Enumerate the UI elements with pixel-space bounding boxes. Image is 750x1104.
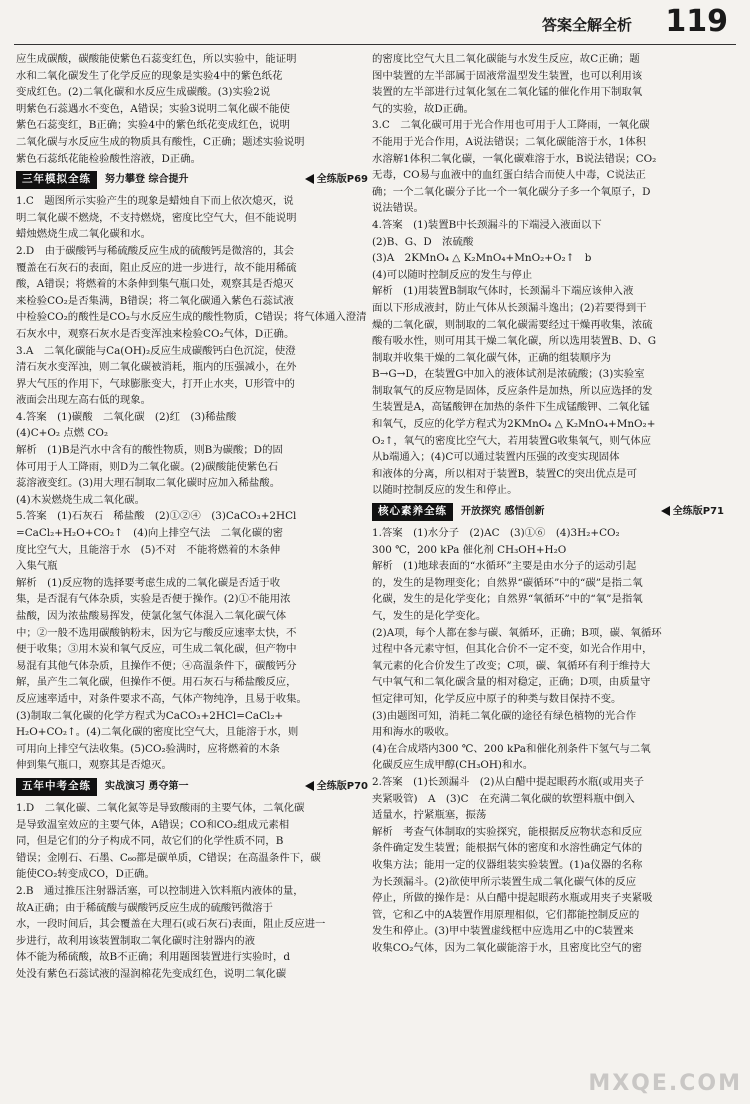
- text-line: 明紫色石蕊遇水不变色，A错误；实验3说明二氧化碳不能使: [16, 102, 290, 115]
- text-line: 从b端通入；(4)C可以通过装置内压强的改变实现固体: [372, 451, 620, 464]
- text-line: 1.答案 (1)水分子 (2)AC (3)①⑥ (4)3H₂+CO₂: [372, 527, 620, 540]
- text-line: 应生成碳酸，碳酸能使紫色石蕊变红色，所以实验中，能证明: [16, 53, 297, 65]
- text-line: 紫色石蕊纸花能检验酸性溶液，D正确。: [16, 152, 201, 165]
- text-line: 4.答案 (1)碳酸 二氧化碳 (2)红 (3)稀盐酸: [16, 410, 237, 423]
- text-line: 气的实验，故D正确。: [372, 102, 474, 115]
- text-line: 便于收集；③用木炭和氧气反应，可生成二氧化碳，但产物中: [16, 643, 297, 656]
- text-line: (3)由题图可知，消耗二氧化碳的途径有绿色植物的光合作: [372, 709, 637, 722]
- text-line: 错误；金刚石、石墨、C₆₀都是碳单质，C错误；在高温条件下，碳: [16, 851, 321, 864]
- text-line: 处没有紫色石蕊试液的湿润棉花先变成红色，说明二氧化碳: [16, 967, 287, 980]
- text-line: (2)A项，每个人都在参与碳、氧循环，正确；B项，碳、氧循环: [372, 626, 662, 639]
- arrow-icon: [661, 506, 670, 516]
- right-column: [372, 52, 724, 957]
- text-line: 为长颈漏斗。(2)欲使甲所示装置生成二氧化碳气体的反应: [372, 875, 637, 888]
- text-line: 化碳，发生的是化学变化；自然界“氧循环”中的“氧”是指氧: [372, 593, 643, 606]
- text-line: 解析 考查气体制取的实验探究，能根据反应物状态和反应: [372, 825, 643, 838]
- text-line: 燥的二氧化碳，则制取的二氧化碳需要经过干燥再收集，浓硫: [372, 318, 653, 331]
- banner-subtitle: 努力攀登 综合提升: [105, 174, 189, 186]
- text-line: (3)制取二氧化碳的化学方程式为CaCO₃+2HCl=CaCl₂+: [16, 709, 284, 722]
- text-line: 水，一段时间后，其会覆盖在大理石(或石灰石)表面，阻止反应进一: [16, 918, 326, 931]
- text-line: H₂O+CO₂↑。(4)二氧化碳的密度比空气大，且能溶于水，则: [16, 726, 299, 739]
- text-line: 图中装置的左半部属于固液常温型发生装置，也可以利用该: [372, 69, 643, 82]
- text-line: 来检验CO₂是否集满，B错误；将二氧化碳通入紫色石蕊试液: [16, 294, 294, 307]
- text-line: 夹紧吸管) A (3)C 在充满二氧化碳的软塑料瓶中倒入: [372, 792, 635, 805]
- text-line: 清石灰水变浑浊，则二氧化碳被消耗，瓶内的压强减小，在外: [16, 361, 297, 374]
- text-line: 生装置是A，高锰酸钾在加热的条件下生成锰酸钾、二氧化锰: [372, 401, 650, 414]
- text-line: (4)木炭燃烧生成二氧化碳。: [16, 493, 146, 506]
- text-line: 二氧化碳与水反应生成的物质具有酸性，C正确；题述实验说明: [16, 135, 305, 148]
- text-line: 解析 (1)地球表面的“水循环”主要是由水分子的运动引起: [372, 560, 637, 573]
- text-line: 过程中各元素守恒，但其化合价不一定不变，如光合作用中，: [372, 643, 653, 656]
- text-line: 1.D 二氧化碳、二氧化氮等是导致酸雨的主要气体，二氧化碳: [16, 801, 305, 814]
- text-line: 解析 (1)反应物的选择要考虑生成的二氧化碳是否适于收: [16, 576, 281, 589]
- text-line: 明二氧化碳不燃烧，不支持燃烧，密度比空气大，但不能说明: [16, 211, 297, 224]
- text-line: 1.C 题图所示实验产生的现象是蜡烛自下而上依次熄灭，说: [16, 195, 294, 208]
- text-line: 水和二氧化碳发生了化学反应的现象是实验4中的紫色纸花: [16, 69, 283, 82]
- banner-ref: 全练版P70: [305, 779, 368, 795]
- text-line: 条件确定发生装置；能根据气体的密度和水溶性确定气体的: [372, 842, 643, 855]
- text-line: 覆盖在石灰石的表面，阻止反应的进一步进行，故不能用稀硫: [16, 261, 297, 274]
- text-line: 酸有吸水性，则可用其干燥二氧化碳，所以选用装置B、D、G: [372, 335, 657, 348]
- text-line: 制取并收集干燥的二氧化碳气体，正确的组装顺序为: [372, 351, 611, 364]
- text-line: 气中氧气和二氧化碳含量的相对稳定，正确；D项，由质量守: [372, 676, 651, 689]
- text-line: 和氧气，反应的化学方程式为2KMnO₄ △ K₂MnO₄+MnO₂+: [372, 418, 656, 431]
- text-line: 解，虽产生二氧化碳，但操作不便。用石灰石与稀盐酸反应，: [16, 676, 297, 689]
- text-line: 化碳反应生成甲醇(CH₃OH)和水。: [372, 759, 534, 772]
- text-line: 停止，所做的操作是：从白醋中提起眼药水瓶或用夹子夹紧吸: [372, 892, 653, 905]
- text-line: 可用向上排空气法收集。(5)CO₂验满时，应将燃着的木条: [16, 742, 280, 755]
- text-line: 5.答案 (1)石灰石 稀盐酸 (2)①②④ (3)CaCO₃+2HCl: [16, 510, 297, 523]
- text-line: 以随时控制反应的发生和停止。: [372, 484, 518, 497]
- text-line: 反应速率适中，对条件要求不高，气体产物纯净，且易于收集。: [16, 692, 307, 705]
- text-line: 制取氧气的反应物是固体，反应条件是加热，所以应选择的发: [372, 384, 653, 397]
- text-line: 步进行，故利用该装置制取二氧化碳时注射器内的液: [16, 934, 255, 947]
- text-line: B→G→D，在装置G中加入的液体试剂是浓硫酸；(3)实验室: [372, 368, 645, 381]
- text-line: 是导致温室效应的主要气体，A错误；CO和CO₂组成元素相: [16, 818, 290, 831]
- text-line: 易混有其他气体杂质，且操作不便；④高温条件下，碳酸钙分: [16, 659, 297, 672]
- text-line: 的，发生的是物理变化；自然界“碳循环”中的“碳”是指二氧: [372, 576, 643, 589]
- text-line: 体可用于人工降雨，则D为二氧化碳。(2)碳酸能使紫色石: [16, 460, 279, 473]
- text-line: 集，是否混有气体杂质，实验是否便于操作。(2)①不能用浓: [16, 593, 291, 606]
- banner-subtitle: 实战演习 勇夺第一: [105, 781, 189, 793]
- text-line: 2.答案 (1)长颈漏斗 (2)从白醋中提起眼药水瓶(或用夹子: [372, 775, 644, 788]
- text-line: 盐酸，因为浓盐酸易挥发，使氯化氢气体混入二氧化碳气体: [16, 610, 287, 622]
- text-line: 中；②一般不选用碳酸钠粉末，因为它与酸反应速率太快，不: [16, 626, 297, 639]
- banner-ref: 全练版P69: [305, 172, 368, 188]
- text-line: 和液体的分离，所以相对于装置B，装置C的突出优点是可: [372, 467, 637, 480]
- banner-tag: 五年中考全练: [16, 778, 97, 796]
- text-line: 的密度比空气大且二氧化碳能与水发生反应，故C正确；题: [372, 53, 640, 65]
- banner-ref: 全练版P71: [661, 504, 724, 520]
- text-line: 300 ℃，200 kPa 催化剂 CH₃OH+H₂O: [372, 543, 567, 556]
- text-line: 故A正确；由于稀硫酸与碳酸钙反应生成的硫酸钙微溶于: [16, 901, 273, 914]
- text-line: 酸，A错误；将燃着的木条伸到集气瓶口处，观察其是否熄灭: [16, 278, 294, 291]
- text-line: 变成红色。(2)二氧化碳和水反应生成碳酸。(3)实验2说: [16, 86, 271, 99]
- page-header: [0, 0, 750, 40]
- text-line: (2)B、G、D 浓硫酸: [372, 235, 474, 248]
- banner-tag: 三年模拟全练: [16, 171, 97, 189]
- text-line: 蜡烛燃烧生成二氧化碳和水。: [16, 228, 152, 241]
- text-line: 体不能为稀硫酸，故B不正确；利用题图装置进行实验时，d: [16, 951, 291, 964]
- text-line: 液面会出现左高右低的现象。: [16, 394, 152, 407]
- text-line: 解析 (1)用装置B制取气体时，长颈漏斗下端应该伸入液: [372, 285, 634, 298]
- text-line: (4)在合成塔内300 ℃、200 kPa和催化剂条件下氢气与二氧: [372, 742, 651, 755]
- text-line: 发生和停止。(3)甲中装置虚线框中应选用乙中的C装置来: [372, 925, 634, 938]
- text-line: 面以下形成液封，防止气体从长颈漏斗逸出；(2)若要得到干: [372, 301, 647, 314]
- banner-subtitle: 开放探究 感悟创新: [461, 506, 545, 518]
- text-line: 伸到集气瓶口，观察其是否熄灭。: [16, 759, 172, 772]
- text-line: (3)A 2KMnO₄ △ K₂MnO₄+MnO₂+O₂↑ b: [372, 252, 592, 265]
- text-line: 氧元素的化合价发生了改变；C项，碳、氧循环有利于维持大: [372, 659, 651, 672]
- page-number: 119: [665, 4, 728, 39]
- text-line: 同，但是它们的分子构成不同，故它们的化学性质不同，B: [16, 835, 284, 848]
- text-line: 收集方法；能用一定的仪器组装实验装置。(1)a仪器的名称: [372, 858, 643, 871]
- text-line: 2.B 通过推压注射器活塞，可以控制进入饮料瓶内液体的量，: [16, 884, 304, 897]
- text-line: (4)C+O₂ 点燃 CO₂: [16, 427, 109, 440]
- arrow-icon: [305, 174, 314, 184]
- text-line: 恒定律可知，化学反应中原子的种类与数目保持不变。: [372, 692, 622, 705]
- text-line: 界大气压的作用下，气球膨胀变大，打开止水夹，U形管中的: [16, 377, 295, 390]
- text-line: 石灰水中，观察石灰水是否变浑浊来检验CO₂气体，D正确。: [16, 327, 295, 340]
- text-line: 入集气瓶: [16, 560, 58, 573]
- arrow-icon: [305, 781, 314, 791]
- section-banner-three-year: [16, 170, 368, 190]
- text-line: 装置的左半部进行过氧化氢在二氧化锰的催化作用下制取氧: [372, 86, 643, 99]
- text-line: 气，发生的是化学变化。: [372, 610, 487, 622]
- header-title: 答案全解全析: [541, 16, 632, 34]
- text-line: (4)可以随时控制反应的发生与停止: [372, 268, 533, 281]
- text-line: 3.C 二氧化碳可用于光合作用也可用于人工降雨，一氧化碳: [372, 119, 650, 132]
- text-line: 2.D 由于碳酸钙与稀硫酸反应生成的硫酸钙是微溶的，其会: [16, 244, 295, 257]
- text-line: O₂↑，氧气的密度比空气大，若用装置G收集氧气，则气体应: [372, 434, 652, 447]
- text-line: 度比空气大，且能溶于水 (5)不对 不能将燃着的木条伸: [16, 543, 281, 556]
- text-line: 无毒，CO易与血液中的血红蛋白结合而使人中毒，C说法正: [372, 169, 646, 182]
- text-line: 不能用于光合作用，A说法错误；二氧化碳能溶于水，1体积: [372, 135, 646, 148]
- text-line: 中检验CO₂的酸性是CO₂与水反应生成的酸性物质，C错误；将气体通入澄清: [16, 311, 367, 324]
- text-line: =CaCl₂+H₂O+CO₂↑ (4)向上排空气法 二氧化碳的密: [16, 527, 283, 540]
- left-column: [16, 52, 368, 983]
- text-line: 收集CO₂气体，因为二氧化碳能溶于水，且密度比空气的密: [372, 941, 643, 954]
- text-line: 能使CO₂转变成CO，D正确。: [16, 868, 155, 881]
- text-line: 水溶解1体积二氧化碳，一氧化碳难溶于水，B说法错误；CO₂: [372, 152, 657, 165]
- section-banner-five-year: [16, 777, 368, 797]
- text-line: 说法错误。: [372, 202, 424, 215]
- text-line: 用和海水的吸收。: [372, 726, 456, 739]
- banner-tag: 核心素养全练: [372, 503, 453, 521]
- text-line: 确；一个二氧化碳分子比一个一氧化碳分子多一个氧原子，D: [372, 185, 651, 198]
- text-line: 管，它和乙中的A装置作用原理相似，它们都能控制反应的: [372, 908, 640, 921]
- text-line: 适量水，拧紧瓶塞，振荡: [372, 809, 487, 822]
- section-banner-core: [372, 502, 724, 522]
- text-line: 紫色石蕊变红，B正确；实验4中的紫色纸花变成红色，说明: [16, 119, 291, 132]
- text-line: 解析 (1)B是汽水中含有的酸性物质，则B为碳酸；D的固: [16, 444, 283, 457]
- text-line: 3.A 二氧化碳能与Ca(OH)₂反应生成碳酸钙白色沉淀，使澄: [16, 344, 296, 357]
- watermark: MXQE.COM: [588, 1071, 742, 1096]
- text-line: 4.答案 (1)装置B中长颈漏斗的下端浸入液面以下: [372, 218, 602, 231]
- header-rule: [14, 44, 736, 45]
- text-line: 蕊溶液变红。(3)用大理石制取二氧化碳时应加入稀盐酸。: [16, 477, 281, 490]
